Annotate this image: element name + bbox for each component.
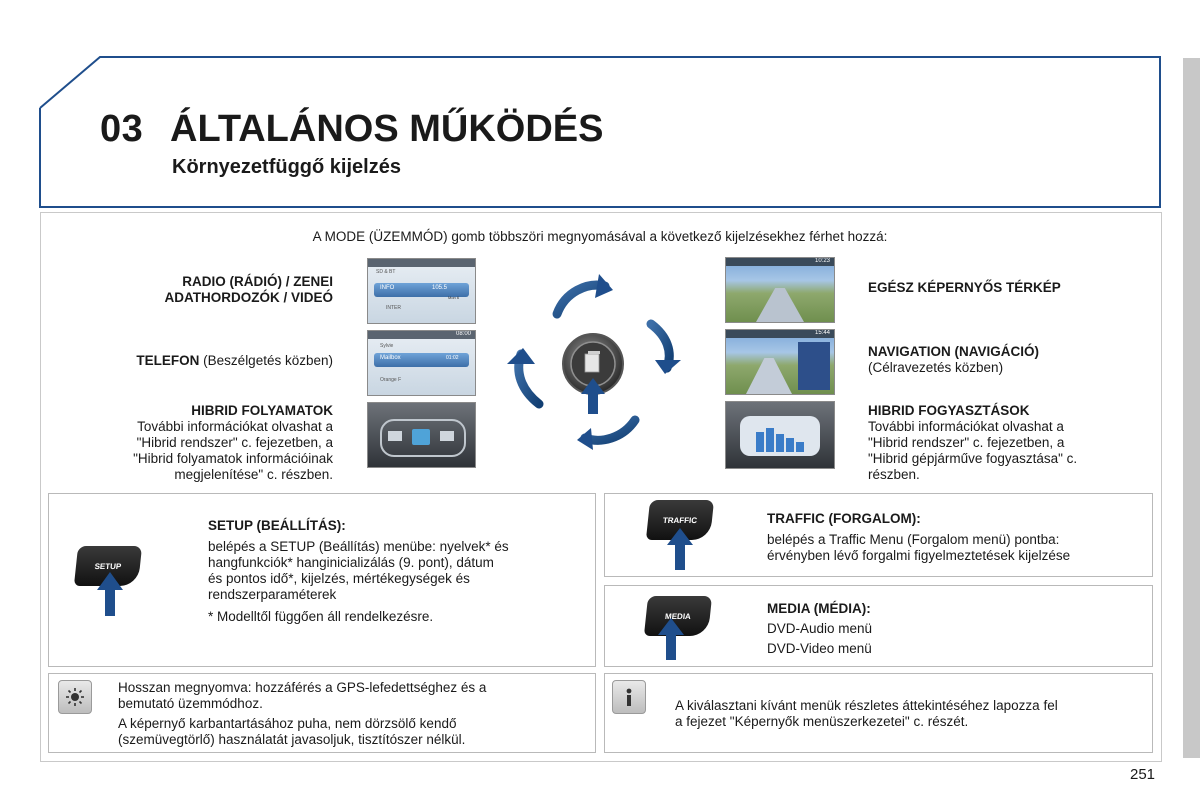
hibrid-folyamatok-screen xyxy=(367,402,476,468)
hibrid-folyamatok-line: megjelenítése" c. részben. xyxy=(174,467,333,482)
radio-label xyxy=(60,274,333,306)
radio-screen xyxy=(367,258,476,324)
tip-icon xyxy=(58,680,92,714)
navigation-screen xyxy=(725,329,835,395)
setup-line: és pontos idő*, kijelzés, mértékegységek és xyxy=(208,571,470,586)
hibrid-folyamatok-line: További információkat olvashat a xyxy=(137,419,333,434)
info-line: a fejezet "Képernyők menüszerkezetei" c. részét. xyxy=(675,714,969,729)
setup-title: SETUP (BEÁLLÍTÁS): xyxy=(208,518,346,533)
navigation-label xyxy=(868,344,1158,376)
terkep-label: EGÉSZ KÉPERNYŐS TÉRKÉP xyxy=(868,280,1061,295)
radio-screen-row: INFO xyxy=(380,285,395,291)
media-press-arrow xyxy=(658,618,684,660)
traffic-button-label: TRAFFIC xyxy=(662,515,698,525)
cycle-arrow-left xyxy=(507,348,539,404)
info-icon xyxy=(619,687,639,707)
side-tab xyxy=(1183,58,1200,758)
info-icon-box xyxy=(612,680,646,714)
info-text xyxy=(675,698,1145,730)
hibrid-fogyasztasok-line: További információkat olvashat a xyxy=(868,419,1064,434)
setup-line: rendszerparaméterek xyxy=(208,587,337,602)
telefon-screen-row: Mailbox xyxy=(380,355,401,361)
radio-screen-row: SD & BT xyxy=(376,269,396,275)
section-subtitle: Környezetfüggő kijelzés xyxy=(172,156,401,178)
radio-screen-row: INTER xyxy=(386,305,401,311)
navigation-screen-time: 15:44 xyxy=(814,330,830,336)
intro-text: A MODE (ÜZEMMÓD) gomb többszöri megnyomásával a következő kijelzésekhez férhet hozzá: xyxy=(312,229,888,244)
telefon-screen xyxy=(367,330,476,396)
hibrid-fogyasztasok-line: "Hibrid rendszer" c. fejezetben, a xyxy=(868,435,1065,450)
hibrid-fogyasztasok-screen xyxy=(725,401,835,469)
setup-note: * Modelltől függően áll rendelkezésre. xyxy=(208,609,434,624)
cycle-arrow-top xyxy=(557,274,613,314)
page-number: 251 xyxy=(1130,766,1156,783)
tip-text xyxy=(118,680,588,748)
chapter-number: 03 xyxy=(100,108,144,150)
media-text xyxy=(767,599,1147,659)
hibrid-fogyasztasok-line: részben. xyxy=(868,467,920,482)
hibrid-fogyasztasok-label xyxy=(868,403,1158,483)
setup-line: belépés a SETUP (Beállítás) menübe: nyelvek* és xyxy=(208,539,509,554)
setup-text xyxy=(208,518,588,625)
cycle-arrow-bottom xyxy=(577,420,635,450)
telefon-screen-row: Orange F xyxy=(380,377,402,383)
tip-line: A képernyő karbantartásához puha, nem dörzsölő kendő xyxy=(118,716,457,731)
light-icon xyxy=(65,687,85,707)
setup-press-arrow xyxy=(97,572,123,616)
media-button-label: MEDIA xyxy=(664,611,692,621)
setup-line: hangfunkciók* hanginicializálás (9. pont), dátum xyxy=(208,555,494,570)
traffic-title: TRAFFIC (FORGALOM): xyxy=(767,511,921,526)
radio-screen-row: Mon 6 xyxy=(448,295,460,300)
telefon-detail: (Beszélgetés közben) xyxy=(203,353,333,368)
hibrid-fogyasztasok-title: HIBRID FOGYASZTÁSOK xyxy=(868,403,1030,418)
radio-label-line1: RADIO (RÁDIÓ) / ZENEI xyxy=(182,274,333,289)
tip-line: (szemüvegtörlő) használatát javasoljuk, tisztítószer nélkül. xyxy=(118,732,466,747)
telefon-screen-time: 08:00 xyxy=(455,331,471,337)
traffic-line: belépés a Traffic Menu (Forgalom menü) pontba: xyxy=(767,532,1060,547)
hibrid-folyamatok-label xyxy=(60,403,333,483)
media-line: DVD-Audio menü xyxy=(767,621,873,636)
traffic-press-arrow xyxy=(667,528,693,570)
radio-screen-row: 105.5 xyxy=(432,285,448,291)
tip-line: bemutató üzemmódhoz. xyxy=(118,696,263,711)
setup-button-label: SETUP xyxy=(94,561,122,571)
telefon-label xyxy=(60,353,333,369)
hibrid-fogyasztasok-line: "Hibrid gépjárműve fogyasztása" c. xyxy=(868,451,1078,466)
chapter-title: ÁLTALÁNOS MŰKÖDÉS xyxy=(170,108,604,150)
media-line: DVD-Video menü xyxy=(767,641,872,656)
traffic-text xyxy=(767,511,1147,564)
cycle-arrow-right xyxy=(651,324,681,374)
hibrid-folyamatok-line: "Hibrid folyamatok információinak xyxy=(133,451,333,466)
hibrid-folyamatok-line: "Hibrid rendszer" c. fejezetben, a xyxy=(136,435,333,450)
terkep-screen xyxy=(725,257,835,323)
telefon-screen-row: 01:02 xyxy=(446,355,459,361)
info-line: A kiválasztani kívánt menük részletes áttekintéséhez lapozza fel xyxy=(675,698,1058,713)
navigation-detail: (Célravezetés közben) xyxy=(868,360,1004,375)
media-title: MEDIA (MÉDIA): xyxy=(767,601,871,616)
radio-label-line2: ADATHORDOZÓK / VIDEÓ xyxy=(164,290,333,305)
traffic-line: érvényben lévő forgalmi figyelmeztetések kijelzése xyxy=(767,548,1071,563)
telefon-title: TELEFON xyxy=(136,353,200,368)
hibrid-folyamatok-title: HIBRID FOLYAMATOK xyxy=(191,403,333,418)
navigation-title: NAVIGATION (NAVIGÁCIÓ) xyxy=(868,344,1039,359)
terkep-screen-time: 10:23 xyxy=(814,258,830,264)
mode-cycle-diagram xyxy=(495,268,695,464)
tip-line: Hosszan megnyomva: hozzáférés a GPS-lefedettséghez és a xyxy=(118,680,487,695)
telefon-screen-row: Sylvie xyxy=(380,343,394,349)
